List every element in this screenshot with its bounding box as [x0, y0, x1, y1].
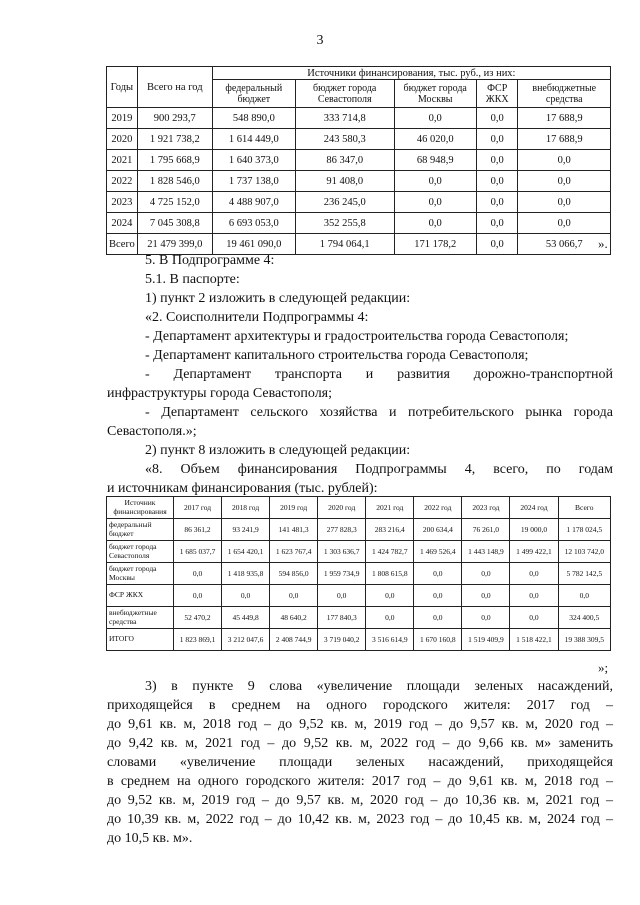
table-row [107, 563, 611, 585]
table-cell: 1 670 160,8 [414, 629, 462, 651]
table-cell: 594 856,0 [270, 563, 318, 585]
table-cell: 0,0 [462, 563, 510, 585]
col-header-source: федеральный бюджет [212, 80, 295, 108]
col-header-total: Всего на год [137, 67, 212, 108]
col-header-year: 2018 год [222, 497, 270, 519]
row-year-cell: 2022 [107, 171, 138, 192]
col-header-source: ФСР ЖКХ [476, 80, 518, 108]
table-cell: 0,0 [318, 585, 366, 607]
paragraph: «2. Соисполнители Подпрограммы 4: [145, 310, 369, 325]
paragraph: 1) пункт 2 изложить в следующей редакции: [145, 291, 411, 306]
col-header-year: Всего [558, 497, 611, 519]
paragraph-line: в среднем на одного городского жителя: 2017 год – до 9,61 кв. м, 2018 год – [107, 774, 613, 789]
table-cell: 0,0 [222, 585, 270, 607]
table-cell: 324 400,5 [558, 607, 611, 629]
table-cell: 1 654 420,1 [222, 541, 270, 563]
table-cell: 1 685 037,7 [174, 541, 222, 563]
table-cell: 19 000,0 [510, 519, 558, 541]
table-cell: 1 794 064,1 [295, 234, 394, 255]
col-header-year: 2019 год [270, 497, 318, 519]
table-cell: 12 103 742,0 [558, 541, 611, 563]
paragraph: 2) пункт 8 изложить в следующей редакции: [145, 443, 411, 458]
table-header-row [107, 497, 611, 519]
table-row [107, 129, 611, 150]
paragraph: 5.1. В паспорте: [145, 272, 240, 287]
table-cell: 352 255,8 [295, 213, 394, 234]
table-cell: 0,0 [270, 585, 318, 607]
paragraph-line: до 9,61 кв. м, 2018 год – до 9,52 кв. м, 2019 год – до 9,57 кв. м, 2020 год – [107, 717, 613, 732]
col-header-source: внебюджетные средства [518, 80, 611, 108]
table-cell: 0,0 [394, 171, 476, 192]
row-year-cell: 2020 [107, 129, 138, 150]
list-item-line: Севастополя.»; [107, 424, 197, 439]
table-cell: 1 614 449,0 [212, 129, 295, 150]
row-source-cell: ФСР ЖКХ [107, 585, 174, 607]
table-cell: 17 688,9 [518, 108, 611, 129]
col-header-years: Годы [107, 67, 138, 108]
table-cell: 52 470,2 [174, 607, 222, 629]
table-cell: 0,0 [518, 150, 611, 171]
table-cell: 0,0 [518, 192, 611, 213]
table-cell: 4 488 907,0 [212, 192, 295, 213]
table-cell: 0,0 [476, 129, 518, 150]
table-cell: 45 449,8 [222, 607, 270, 629]
list-item-line: - Департамент сельского хозяйства и потребительского рынка города [145, 405, 613, 420]
table-cell: 17 688,9 [518, 129, 611, 150]
table-cell: 900 293,7 [137, 108, 212, 129]
table-cell: 0,0 [476, 171, 518, 192]
table-cell: 0,0 [476, 213, 518, 234]
col-header-year: 2017 год [174, 497, 222, 519]
paragraph-line: 3) в пункте 9 слова «увеличение площади зеленых насаждений, [145, 679, 613, 694]
col-header-year: 2021 год [366, 497, 414, 519]
table-row [107, 629, 611, 651]
table-cell: 3 516 614,9 [366, 629, 414, 651]
table-cell: 1 469 526,4 [414, 541, 462, 563]
table-cell: 3 719 040,2 [318, 629, 366, 651]
table-cell: 0,0 [414, 607, 462, 629]
table-cell: 1 640 373,0 [212, 150, 295, 171]
col-header-year: 2022 год [414, 497, 462, 519]
col-header-year: 2023 год [462, 497, 510, 519]
table-cell: 68 948,9 [394, 150, 476, 171]
table-cell: 0,0 [394, 213, 476, 234]
sources-header: Источники финансирования, тыс. руб., из них: [212, 67, 610, 80]
table-cell: 1 443 148,9 [462, 541, 510, 563]
table-cell: 1 808 615,8 [366, 563, 414, 585]
table-cell: 1 623 767,4 [270, 541, 318, 563]
table-cell: 19 461 090,0 [212, 234, 295, 255]
paragraph-line: и источникам финансирования (тыс. рублей): [107, 481, 378, 496]
table-cell: 5 782 142,5 [558, 563, 611, 585]
table-cell: 141 481,3 [270, 519, 318, 541]
table-row [107, 150, 611, 171]
table-cell: 1 499 422,1 [510, 541, 558, 563]
table-cell: 91 408,0 [295, 171, 394, 192]
table-cell: 1 959 734,9 [318, 563, 366, 585]
table-cell: 1 178 024,5 [558, 519, 611, 541]
row-source-cell: бюджет города Москвы [107, 563, 174, 585]
table-cell: 0,0 [476, 108, 518, 129]
table-row [107, 213, 611, 234]
table-cell: 0,0 [518, 171, 611, 192]
table-cell: 76 261,0 [462, 519, 510, 541]
row-year-cell: 2023 [107, 192, 138, 213]
table-row [107, 607, 611, 629]
table-cell: 0,0 [558, 585, 611, 607]
table-cell: 19 388 309,5 [558, 629, 611, 651]
table-cell: 236 245,0 [295, 192, 394, 213]
table-cell: 53 066,7 [518, 234, 611, 255]
table1-body [107, 108, 611, 255]
paragraph-line: до 9,42 кв. м, 2021 год – до 9,52 кв. м, 2022 год – до 9,66 кв. м» заменить [107, 736, 613, 751]
col-header-source: бюджет города Севастополя [295, 80, 394, 108]
paragraph-line: до 9,52 кв. м, 2019 год – до 9,57 кв. м, 2020 год – до 10,36 кв. м, 2021 год – [107, 793, 613, 808]
table-cell: 333 714,8 [295, 108, 394, 129]
table-row [107, 541, 611, 563]
row-year-cell: 2024 [107, 213, 138, 234]
list-item-line: - Департамент транспорта и развития дорожно-транспортной [145, 367, 613, 382]
table-cell: 1 795 668,9 [137, 150, 212, 171]
table-cell: 243 580,3 [295, 129, 394, 150]
row-source-cell: ИТОГО [107, 629, 174, 651]
paragraph-line: «8. Объем финансирования Подпрограммы 4, всего, по годам [145, 462, 613, 477]
table-cell: 0,0 [462, 585, 510, 607]
paragraph-line: словами «увеличение площади зеленых насаждений, приходящейся [107, 755, 613, 770]
table-cell: 1 828 546,0 [137, 171, 212, 192]
table-cell: 0,0 [476, 234, 518, 255]
col-header-source: бюджет города Москвы [394, 80, 476, 108]
table-cell: 86 347,0 [295, 150, 394, 171]
row-year-cell: 2019 [107, 108, 138, 129]
table2-body [107, 519, 611, 651]
table-cell: 1 921 738,2 [137, 129, 212, 150]
table-cell: 0,0 [394, 192, 476, 213]
table-cell: 86 361,2 [174, 519, 222, 541]
table-cell: 277 828,3 [318, 519, 366, 541]
table-cell: 548 890,0 [212, 108, 295, 129]
table-cell: 283 216,4 [366, 519, 414, 541]
page-number: 3 [316, 33, 324, 48]
row-year-cell: 2021 [107, 150, 138, 171]
table-cell: 93 241,9 [222, 519, 270, 541]
table-cell: 21 479 399,0 [137, 234, 212, 255]
list-item: - Департамент капитального строительства города Севастополя; [145, 348, 529, 363]
table-row [107, 108, 611, 129]
paragraph-line: до 10,39 кв. м, 2022 год – до 10,42 кв. м, 2023 год – до 10,45 кв. м, 2024 год – [107, 812, 613, 827]
row-source-cell: внебюджетные средства [107, 607, 174, 629]
table-cell: 0,0 [476, 150, 518, 171]
funding-table-by-year [106, 66, 611, 255]
list-item: - Департамент архитектуры и градостроительства города Севастополя; [145, 329, 569, 344]
table-cell: 0,0 [476, 192, 518, 213]
table-cell: 0,0 [518, 213, 611, 234]
table-cell: 0,0 [174, 563, 222, 585]
table-cell: 1 303 636,7 [318, 541, 366, 563]
table-cell: 0,0 [414, 585, 462, 607]
table-cell: 1 519 409,9 [462, 629, 510, 651]
table-cell: 48 640,2 [270, 607, 318, 629]
table-cell: 0,0 [510, 563, 558, 585]
list-item-line: инфраструктуры города Севастополя; [107, 386, 333, 401]
table-cell: 0,0 [510, 585, 558, 607]
col-header-year: 2024 год [510, 497, 558, 519]
table-cell: 7 045 308,8 [137, 213, 212, 234]
table-cell: 0,0 [366, 585, 414, 607]
table-cell: 1 418 935,8 [222, 563, 270, 585]
table-cell: 0,0 [414, 563, 462, 585]
funding-table-by-source [106, 496, 611, 651]
table-row [107, 519, 611, 541]
paragraph: 5. В Подпрограмме 4: [145, 253, 275, 268]
table-cell: 6 693 053,0 [212, 213, 295, 234]
table-cell: 1 424 782,7 [366, 541, 414, 563]
col-header-source: Источник финансирования [107, 497, 174, 519]
table-cell: 177 840,3 [318, 607, 366, 629]
table-cell: 0,0 [394, 108, 476, 129]
paragraph-line: приходящейся в среднем на одного городского жителя: 2017 год – [107, 698, 613, 713]
row-year-cell: Всего [107, 234, 138, 255]
table-cell: 1 823 869,1 [174, 629, 222, 651]
table-cell: 171 178,2 [394, 234, 476, 255]
table-row [107, 192, 611, 213]
row-source-cell: бюджет города Севастополя [107, 541, 174, 563]
table-cell: 0,0 [510, 607, 558, 629]
col-header-year: 2020 год [318, 497, 366, 519]
table-row [107, 171, 611, 192]
row-source-cell: федеральный бюджет [107, 519, 174, 541]
table-cell: 46 020,0 [394, 129, 476, 150]
table-cell: 0,0 [366, 607, 414, 629]
table-cell: 0,0 [462, 607, 510, 629]
table-cell: 1 518 422,1 [510, 629, 558, 651]
table2-closing-quote: »; [598, 660, 609, 675]
paragraph-line: до 10,5 кв. м». [107, 831, 193, 846]
table-cell: 3 212 047,6 [222, 629, 270, 651]
table-cell: 4 725 152,0 [137, 192, 212, 213]
table-cell: 1 737 138,0 [212, 171, 295, 192]
table-cell: 200 634,4 [414, 519, 462, 541]
table-cell: 0,0 [174, 585, 222, 607]
table-row [107, 585, 611, 607]
table1-closing-quote: ». [598, 236, 608, 251]
table-cell: 2 408 744,9 [270, 629, 318, 651]
